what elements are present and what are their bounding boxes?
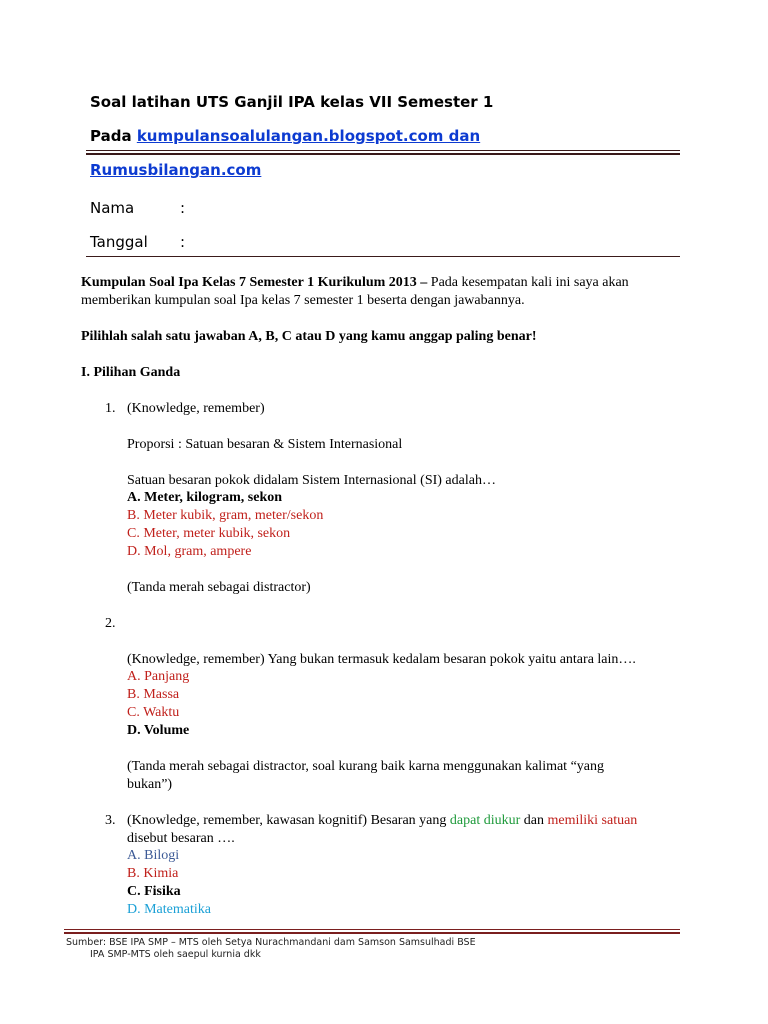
header-rule-top (86, 150, 680, 151)
q3-option-b: B. Kimia (127, 866, 179, 881)
q3-highlight-red: memiliki satuan (547, 813, 638, 828)
q2-option-d: D. Volume (127, 723, 190, 738)
section-title: I. Pilihan Ganda (81, 365, 181, 380)
intro-line-2: memberikan kumpulan soal Ipa kelas 7 semester 1 beserta dengan jawabannya. (81, 293, 525, 308)
nama-label: Nama (90, 199, 135, 217)
instruction: Pilihlah salah satu jawaban A, B, C atau D yang kamu anggap paling benar! (81, 329, 537, 344)
q1-question: Satuan besaran pokok didalam Sistem Internasional (SI) adalah… (127, 473, 496, 488)
q1-proposition: Proporsi : Satuan besaran & Sistem Internasional (127, 437, 403, 452)
intro-rest: Pada kesempatan kali ini saya akan (427, 275, 629, 290)
footer-source-line-1: Sumber: BSE IPA SMP – MTS oleh Setya Nurachmandani dam Samson Samsulhadi BSE (66, 937, 476, 948)
q3-number: 3. (105, 813, 116, 828)
q1-tag: (Knowledge, remember) (127, 401, 265, 416)
q2-option-a: A. Panjang (127, 669, 190, 684)
q3-text-part2: dan (520, 813, 548, 828)
q1-option-b: B. Meter kubik, gram, meter/sekon (127, 508, 324, 523)
pada-label: Pada (90, 127, 132, 145)
intro-line-1 (81, 275, 629, 291)
q3-question-line-2: disebut besaran …. (127, 831, 235, 846)
q2-option-b: B. Massa (127, 687, 180, 702)
q1-option-d: D. Mol, gram, ampere (127, 544, 252, 559)
tanggal-colon: : (180, 233, 186, 251)
footer-source-line-2: IPA SMP-MTS oleh saepul kurnia dkk (90, 949, 261, 960)
q2-note-line-1: (Tanda merah sebagai distractor, soal kurang baik karna menggunakan kalimat “yang (127, 759, 604, 774)
footer-rule-top (64, 929, 680, 930)
header-source-line (90, 127, 480, 145)
q2-number: 2. (105, 616, 116, 631)
intro-bold-lead: Kumpulan Soal Ipa Kelas 7 Semester 1 Kurikulum 2013 – (81, 275, 428, 290)
q2-question: (Knowledge, remember) Yang bukan termasuk kedalam besaran pokok yaitu antara lain…. (127, 652, 636, 667)
q3-option-a: A. Bilogi (127, 848, 180, 863)
q3-text-part1: (Knowledge, remember, kawasan kognitif) Besaran yang (127, 813, 450, 828)
tanggal-label: Tanggal (90, 233, 148, 251)
q2-note-line-2: bukan”) (127, 777, 173, 792)
rumusbilangan-link[interactable]: Rumusbilangan.com (90, 161, 262, 179)
q1-option-c: C. Meter, meter kubik, sekon (127, 526, 291, 541)
document-title: Soal latihan UTS Ganjil IPA kelas VII Semester 1 (90, 93, 494, 111)
q1-note: (Tanda merah sebagai distractor) (127, 580, 311, 595)
q1-option-a: A. Meter, kilogram, sekon (127, 490, 283, 505)
q2-option-c: C. Waktu (127, 705, 180, 720)
q3-highlight-green: dapat diukur (449, 813, 521, 828)
blog-link[interactable]: kumpulansoalulangan.blogspot.com dan (136, 127, 481, 145)
header-rule-end (86, 256, 680, 257)
q1-number: 1. (105, 401, 116, 416)
q3-option-d: D. Matematika (127, 902, 211, 917)
nama-colon: : (180, 199, 186, 217)
header-rule-bottom (86, 153, 680, 155)
q3-option-c: C. Fisika (127, 884, 181, 899)
footer-rule-bottom (64, 932, 680, 934)
q3-question-line-1 (127, 813, 637, 829)
